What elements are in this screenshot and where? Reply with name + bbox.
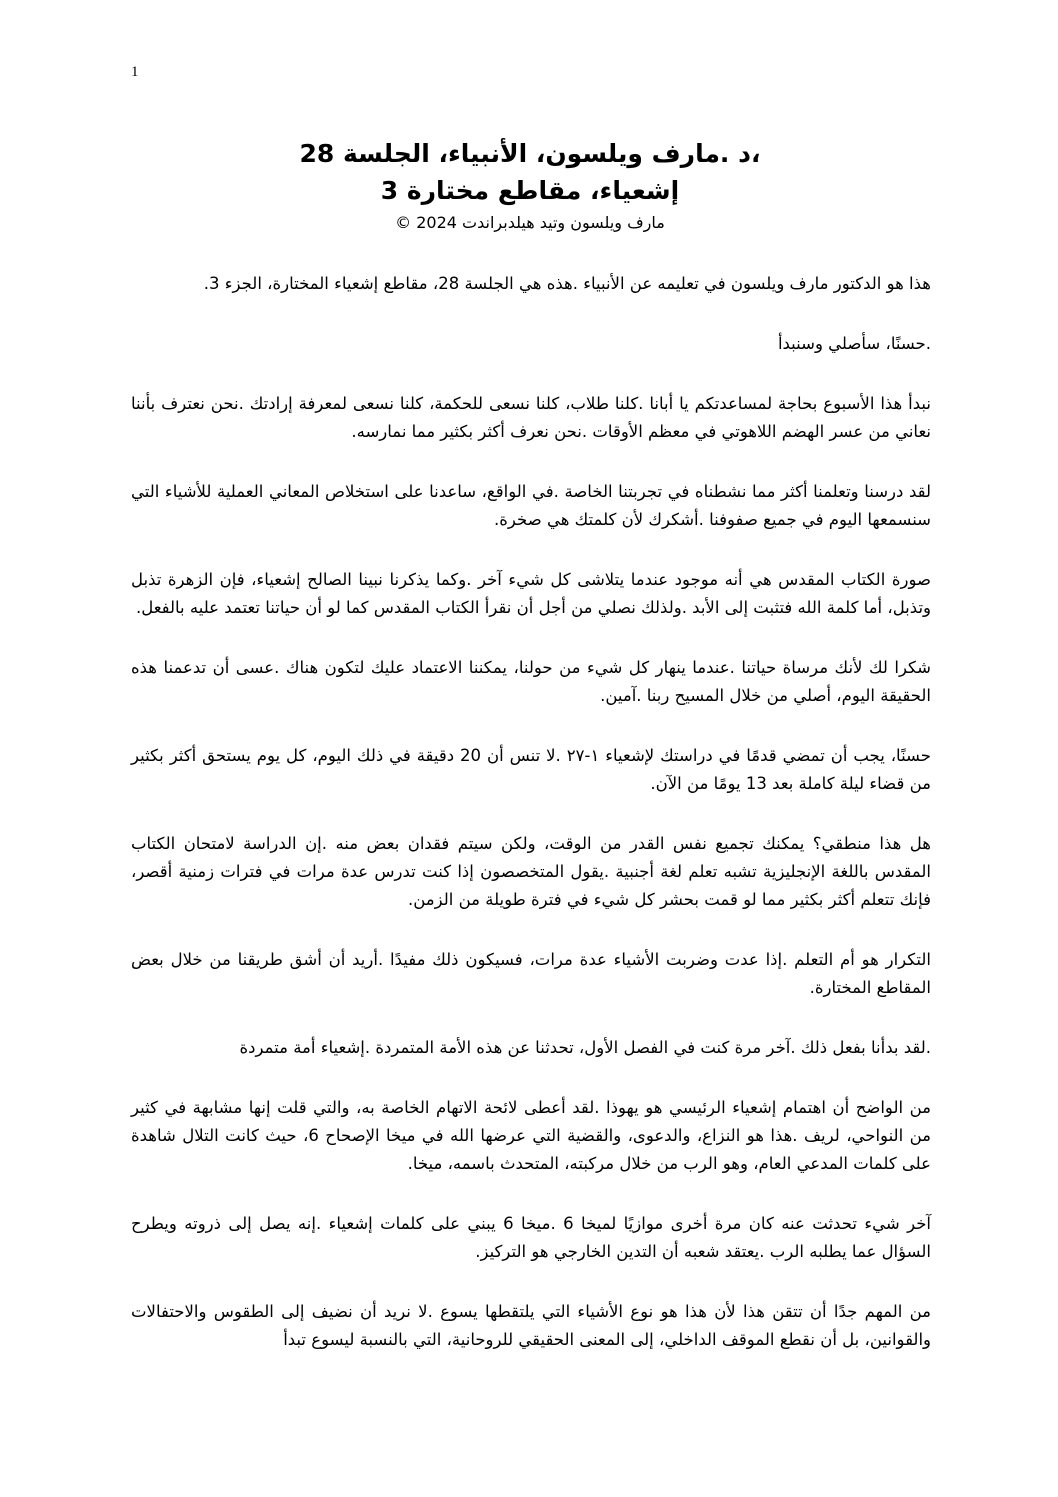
- paragraph: لقد درسنا وتعلمنا أكثر مما نشطناه في تجربتنا الخاصة .في الواقع، ساعدنا على استخلاص المعاني العملية للأشياء التي سنسمعها اليوم في جميع صفوفنا .أشكرك لأن كلمتك هي صخرة.: [131, 482, 931, 529]
- paragraph: .حسنًا، سأصلي وسنبدأ: [777, 334, 931, 353]
- paragraph: هل هذا منطقي؟ يمكنك تجميع نفس القدر من الوقت، ولكن سيتم فقدان بعض منه .إن الدراسة لامتحان الكتاب المقدس باللغة الإنجليزية تشبه تعلم لغة أجنبية .يقول المتخصصون إذا كنت تدرس عدة مرات في فترات زمنية أقصر، فإنك تتعلم أكثر بكثير مما لو قمت بحشر كل شيء في فترة طويلة من الزمن.: [131, 834, 931, 909]
- paragraph: صورة الكتاب المقدس هي أنه موجود عندما يتلاشى كل شيء آخر .وكما يذكرنا نبينا الصالح إشعياء، فإن الزهرة تذبل وتذبل، أما كلمة الله فتثبت إلى الأبد .ولذلك نصلي من أجل أن نقرأ الكتاب المقدس كما لو أن حياتنا تعتمد عليه بالفعل.: [131, 570, 931, 617]
- document-title-line-1: ،د .مارف ويلسون، الأنبياء، الجلسة 28: [299, 139, 761, 168]
- paragraph: من المهم جدًا أن تتقن هذا لأن هذا هو نوع الأشياء التي يلتقطها يسوع .لا نريد أن نضيف إلى الطقوس والاحتفالات والقوانين، بل أن نقطع الموقف الداخلي، إلى المعنى الحقيقي للروحانية، التي بالنسبة ليسوع تبدأ: [131, 1302, 931, 1349]
- paragraph: آخر شيء تحدثت عنه كان مرة أخرى موازيًا لميخا 6 .ميخا 6 يبني على كلمات إشعياء .إنه يصل إلى ذروته ويطرح السؤال عما يطلبه الرب .يعتقد شعبه أن التدين الخارجي هو التركيز.: [131, 1214, 931, 1261]
- paragraph: نبدأ هذا الأسبوع بحاجة لمساعدتكم يا أبانا .كلنا طلاب، كلنا نسعى للحكمة، كلنا نسعى لمعرفة إرادتك .نحن نعترف بأننا نعاني من عسر الهضم اللاهوتي في معظم الأوقات .نحن نعرف أكثر بكثير مما نمارسه.: [131, 394, 931, 441]
- document-body: [131, 270, 931, 1386]
- paragraph: التكرار هو أم التعلم .إذا عدت وضربت الأشياء عدة مرات، فسيكون ذلك مفيدًا .أريد أن أشق طريقنا من خلال بعض المقاطع المختارة.: [131, 950, 931, 997]
- paragraph: شكرا لك لأنك مرساة حياتنا .عندما ينهار كل شيء من حولنا، يمكننا الاعتماد عليك لتكون هناك .عسى أن تدعمنا هذه الحقيقة اليوم، أصلي من خلال المسيح ربنا .آمين.: [131, 658, 931, 705]
- copyright-line: مارف ويلسون وتيد هيلدبراندت 2024 ©: [395, 213, 665, 232]
- paragraph: حسنًا، يجب أن تمضي قدمًا في دراستك لإشعياء ١-٢٧ .لا تنس أن 20 دقيقة في ذلك اليوم، كل يوم يستحق أكثر بكثير من قضاء ليلة كاملة بعد 13 يومًا من الآن.: [131, 746, 931, 793]
- paragraph: هذا هو الدكتور مارف ويلسون في تعليمه عن الأنبياء .هذه هي الجلسة 28، مقاطع إشعياء المختارة، الجزء 3.: [203, 274, 931, 293]
- paragraph: .لقد بدأنا بفعل ذلك .آخر مرة كنت في الفصل الأول، تحدثنا عن هذه الأمة المتمردة .إشعياء أمة متمردة: [239, 1038, 931, 1057]
- page-number: 1: [131, 64, 139, 80]
- document-title-line-2: إشعياء، مقاطع مختارة 3: [380, 176, 680, 205]
- document-header: [130, 135, 930, 236]
- paragraph: من الواضح أن اهتمام إشعياء الرئيسي هو يهوذا .لقد أعطى لائحة الاتهام الخاصة به، والتي قلت إنها مشابهة في كثير من النواحي، لريف .هذا هو النزاع، والدعوى، والقضية التي عرضها الله في ميخا الإصحاح 6، حيث كانت التلال شاهدة على كلمات المدعي العام، وهو الرب من خلال مركبته، المتحدث باسمه، ميخا.: [131, 1098, 931, 1173]
